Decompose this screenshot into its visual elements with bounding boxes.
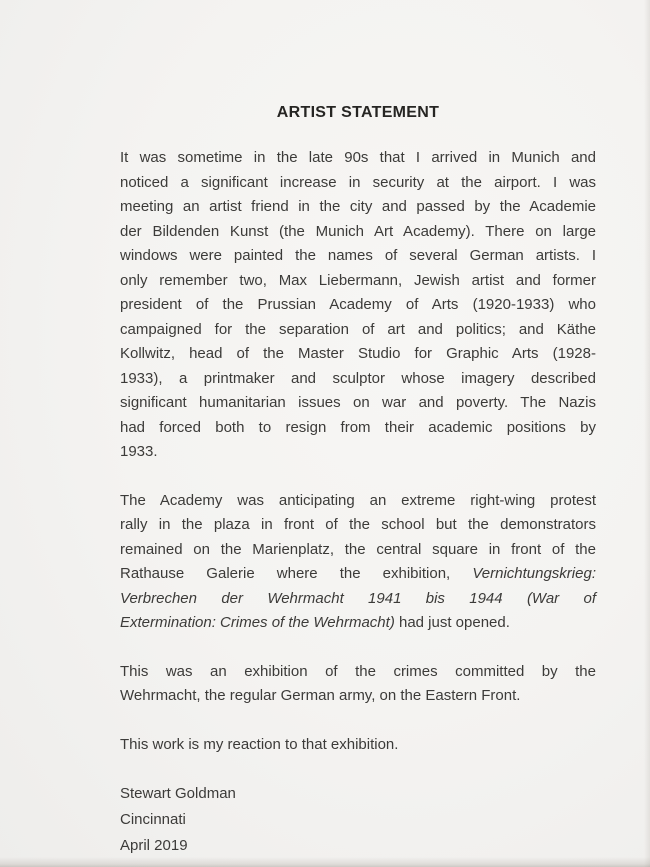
text-line xyxy=(120,195,596,220)
text-line xyxy=(120,587,596,612)
text-line xyxy=(120,318,596,343)
artist-statement-text xyxy=(120,0,596,859)
signature-line: Cincinnati xyxy=(120,811,186,828)
text-segment: president of the Prussian Academy of Arts (1920-1933) who xyxy=(120,296,596,313)
text-segment: 1933), a printmaker and sculptor whose imagery described xyxy=(120,369,596,387)
paper-bottom-edge-shadow xyxy=(0,857,650,867)
text-segment: had forced both to resign from their academic positions by xyxy=(120,418,596,436)
signature-block xyxy=(120,781,596,859)
text-segment: 1933. xyxy=(120,443,158,460)
text-segment: der Bildenden Kunst (the Munich Art Academy). There on large xyxy=(120,222,596,240)
text-line xyxy=(120,244,596,269)
text-line xyxy=(120,293,596,318)
paragraph xyxy=(120,733,596,758)
text-segment: The Academy was anticipating an extreme right-wing protest xyxy=(120,491,596,509)
text-line xyxy=(120,220,596,245)
text-line xyxy=(120,562,596,587)
text-line xyxy=(120,489,596,514)
text-line xyxy=(120,171,596,196)
text-segment: Rathause Galerie where the exhibition, xyxy=(120,565,473,582)
text-segment: Wehrmacht, the regular German army, on the Eastern Front. xyxy=(120,687,521,704)
text-segment: meeting an artist friend in the city and passed by the Academie xyxy=(120,198,596,215)
signature-line: Stewart Goldman xyxy=(120,785,236,802)
italic-text-segment: Vernichtungskrieg: xyxy=(472,565,596,582)
text-segment: windows were painted the names of several German artists. I xyxy=(120,247,596,264)
text-segment: significant humanitarian issues on war and poverty. The Nazis xyxy=(120,394,596,411)
text-segment: remained on the Marienplatz, the central square in front of the xyxy=(120,540,596,558)
paragraph xyxy=(120,489,596,636)
text-segment: noticed a significant increase in security at the airport. I was xyxy=(120,173,596,191)
italic-text-segment: Extermination: Crimes of the Wehrmacht) xyxy=(120,614,395,631)
text-line xyxy=(120,660,596,685)
text-line xyxy=(120,733,596,758)
text-segment: Kollwitz, head of the Master Studio for Graphic Arts (1928- xyxy=(120,345,596,362)
paper-right-edge-shadow xyxy=(644,0,650,867)
text-line xyxy=(120,367,596,392)
paragraph xyxy=(120,660,596,709)
signature-line: April 2019 xyxy=(120,837,188,854)
text-segment: campaigned for the separation of art and politics; and Käthe xyxy=(120,320,596,338)
text-line xyxy=(120,416,596,441)
text-line xyxy=(120,538,596,563)
text-line xyxy=(120,269,596,294)
text-segment: rally in the plaza in front of the school but the demonstrators xyxy=(120,516,596,533)
text-line xyxy=(120,513,596,538)
paragraphs-container xyxy=(120,146,596,757)
text-line xyxy=(120,342,596,367)
text-segment: This work is my reaction to that exhibition. xyxy=(120,735,399,753)
text-segment: It was sometime in the late 90s that I arrived in Munich and xyxy=(120,149,596,166)
paragraph xyxy=(120,146,596,465)
text-line xyxy=(120,391,596,416)
text-line xyxy=(120,146,596,171)
text-segment: only remember two, Max Liebermann, Jewish artist and former xyxy=(120,271,596,289)
italic-text-segment: Verbrechen der Wehrmacht 1941 bis 1944 (War of xyxy=(120,589,596,607)
text-segment: This was an exhibition of the crimes committed by the xyxy=(120,662,596,680)
document-title: ARTIST STATEMENT xyxy=(276,104,440,121)
text-segment: had just opened. xyxy=(394,614,510,631)
